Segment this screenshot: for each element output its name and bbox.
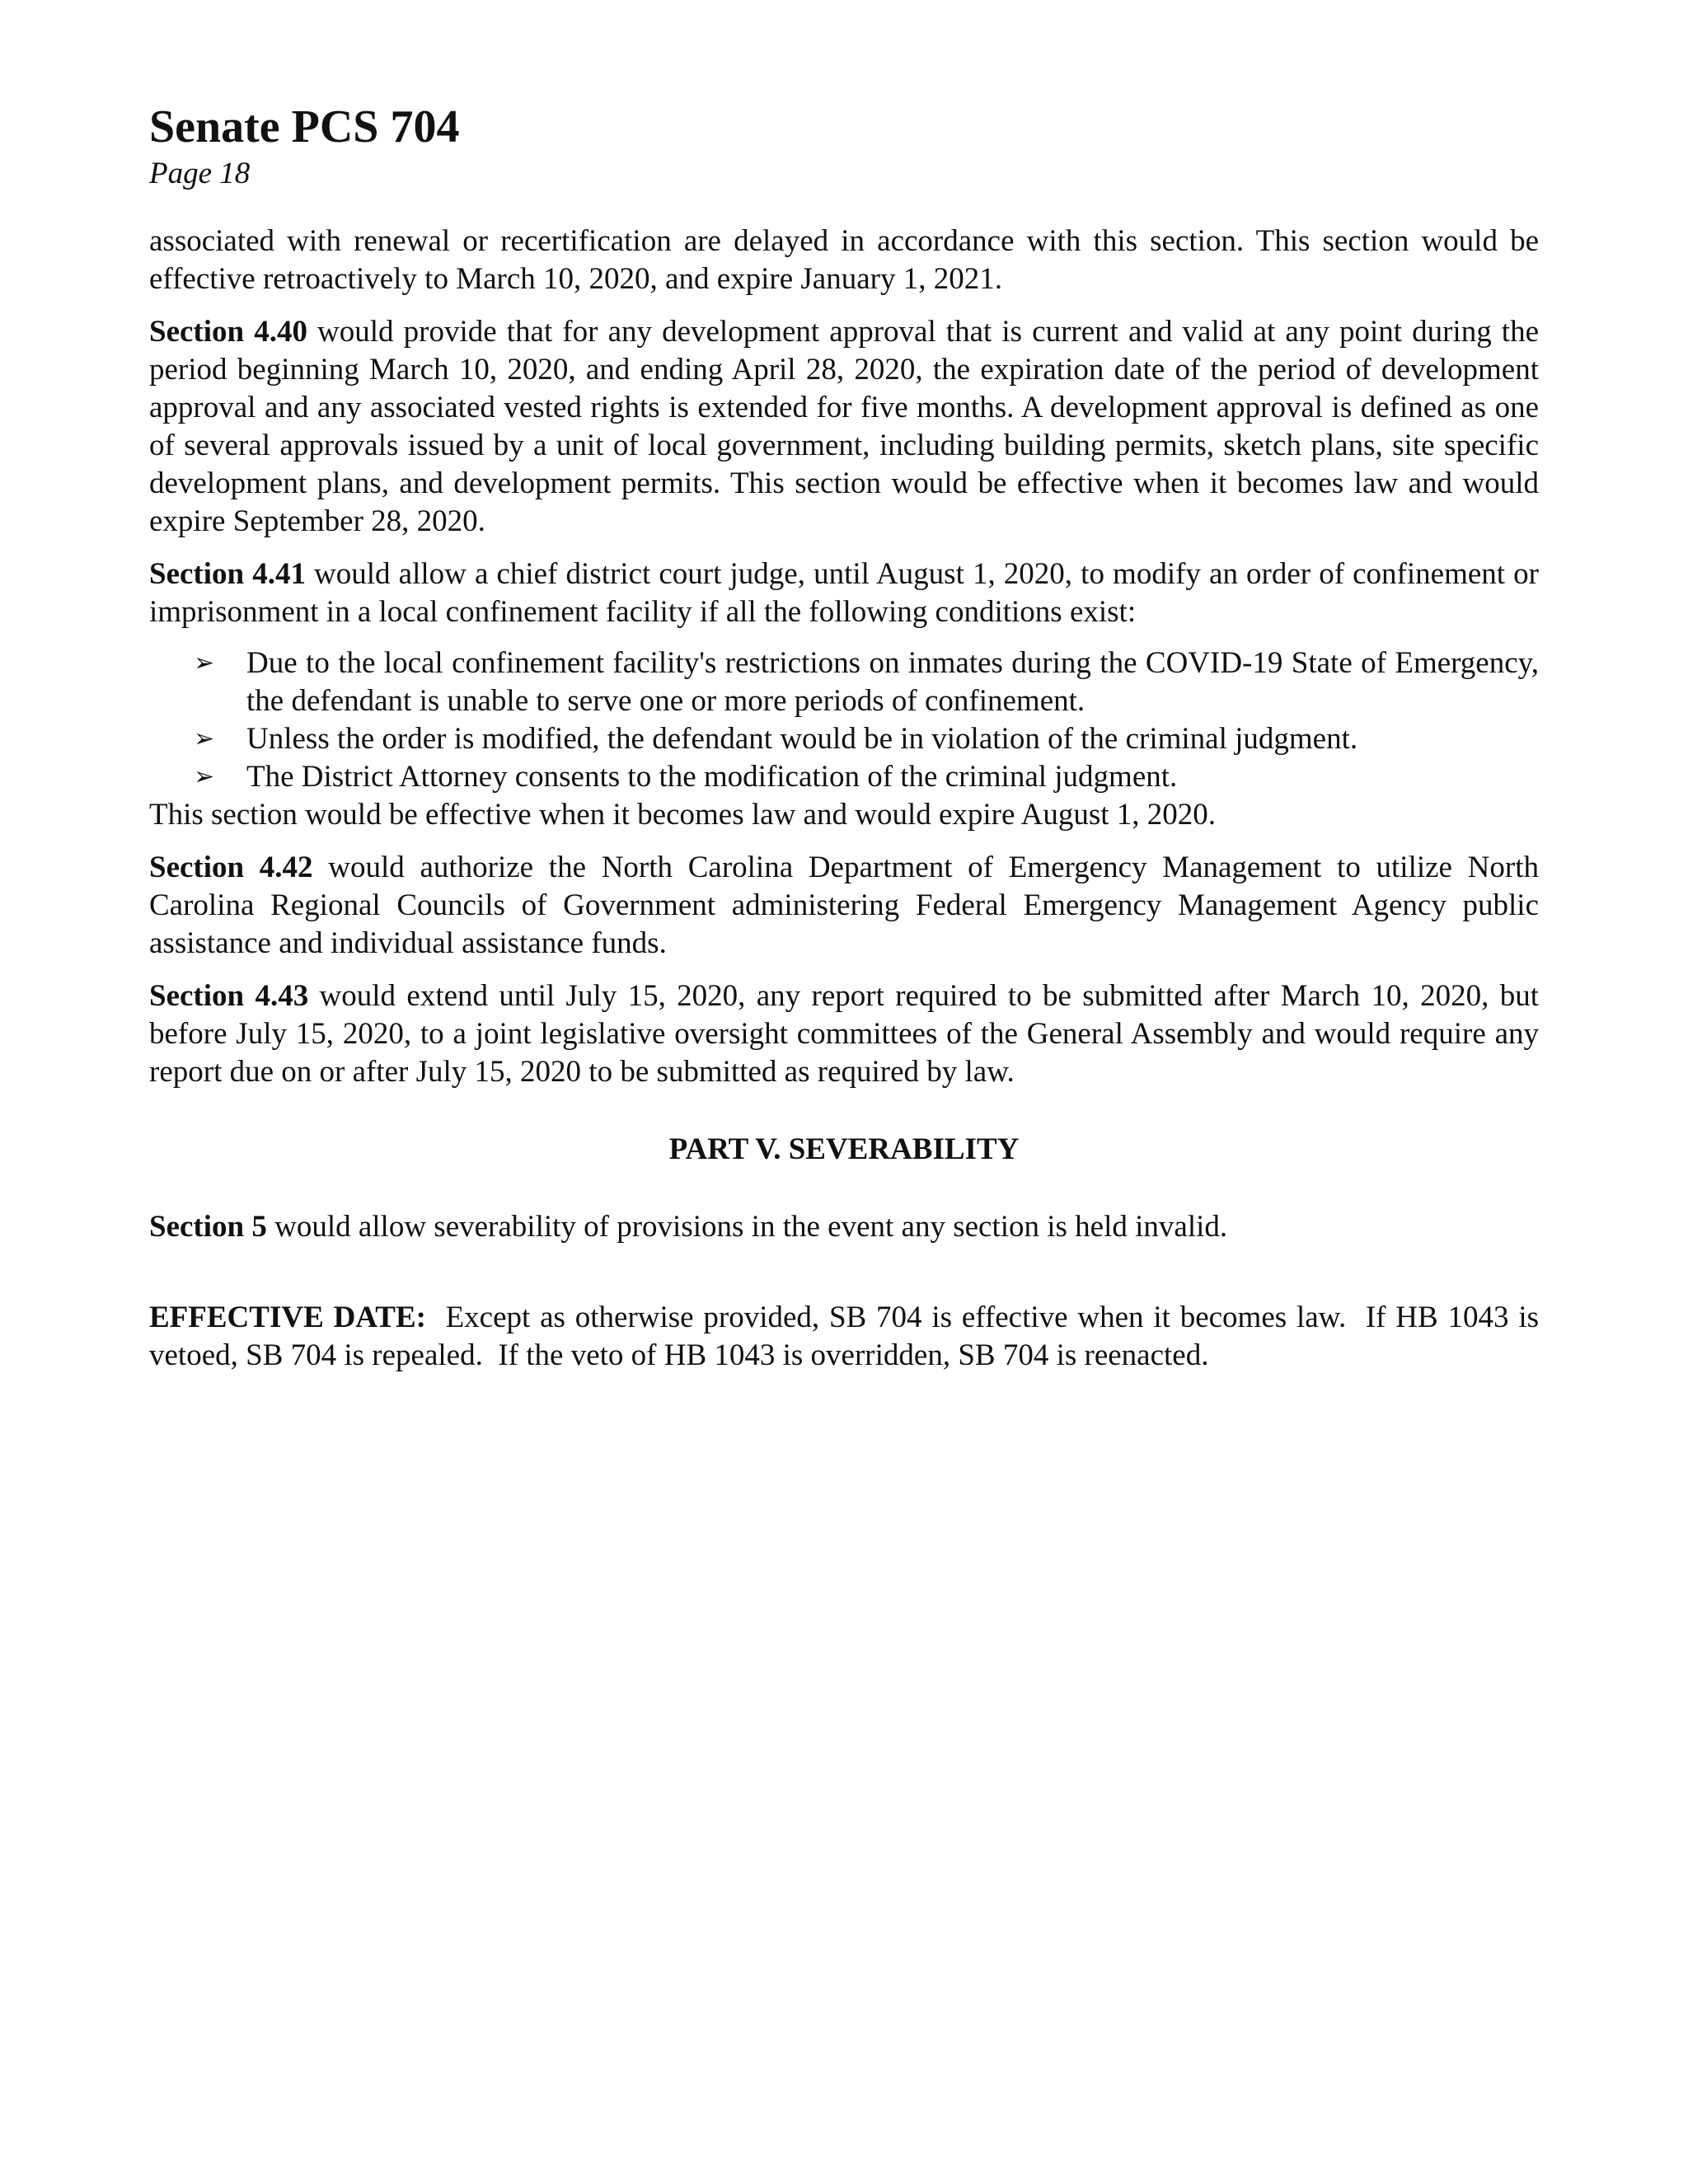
list-item — [194, 758, 1539, 796]
section-4-41-effective: This section would be effective when it becomes law and would expire August 1, 2020. — [149, 798, 1217, 832]
section-5-paragraph — [149, 1208, 1539, 1246]
effective-date-label: EFFECTIVE DATE: — [149, 1301, 426, 1334]
page-title: Senate PCS 704 — [149, 101, 460, 152]
section-4-43-paragraph — [149, 977, 1539, 1091]
list-item-text: The District Attorney consents to the modification of the criminal judgment. — [246, 760, 1178, 794]
section-text: would allow severability of provisions in the event any section is held invalid. — [266, 1210, 1228, 1244]
list-item — [194, 720, 1539, 758]
section-label: Section 4.40 — [149, 315, 307, 349]
conditions-list — [149, 644, 1539, 796]
section-label: Section 5 — [149, 1210, 267, 1244]
section-4-42-paragraph — [149, 849, 1539, 963]
list-item-text: Due to the local confinement facility's restrictions on inmates during the COVID-19 State of Emergency, the defendant is unable to serve one or more periods of confinement. — [246, 646, 1539, 718]
section-label: Section 4.43 — [149, 979, 309, 1013]
arrow-bullet-icon: ➢ — [194, 649, 215, 677]
effective-date-paragraph — [149, 1299, 1547, 1375]
page-number: Page 18 — [149, 157, 251, 190]
section-text: would allow a chief district court judge, until August 1, 2020, to modify an order of confinement or imprisonment in a local confinement facility if all the following conditions exist: — [149, 557, 1539, 629]
part-heading: PART V. SEVERABILITY — [668, 1132, 1020, 1166]
arrow-bullet-icon: ➢ — [194, 762, 215, 791]
section-text: would provide that for any development approval that is current and valid at any point during the period beginning March 10, 2020, and ending April 28, 2020, the expiration date of the period of development approval and any associated vested rights is extended for five months. A development approval is defined as one of several approvals issued by a unit of local government, including building permits, sketch plans, site specific development plans, and development permits. This section would be effective when it becomes law and would expire September 28, 2020. — [149, 315, 1539, 538]
arrow-bullet-icon: ➢ — [194, 724, 215, 753]
intro-paragraph: associated with renewal or recertification are delayed in accordance with this section. This section would be effective retroactively to March 10, 2020, and expire January 1, 2021. — [149, 224, 1539, 296]
section-label: Section 4.41 — [149, 557, 306, 591]
section-text: would extend until July 15, 2020, any report required to be submitted after March 10, 2020, but before July 15, 2020, to a joint legislative oversight committees of the General Assembly and would require any report due on or after July 15, 2020 to be submitted as required by law. — [149, 979, 1539, 1089]
section-label: Section 4.42 — [149, 851, 313, 884]
effective-date-text: Except as otherwise provided, SB 704 is effective when it becomes law. If HB 1043 is vetoed, SB 704 is repealed. If the veto of HB 1043 is overridden, SB 704 is reenacted. — [149, 1301, 1547, 1372]
document-page — [149, 99, 1547, 1390]
list-item — [194, 644, 1539, 720]
section-4-40-paragraph — [149, 313, 1539, 541]
list-item-text: Unless the order is modified, the defendant would be in violation of the criminal judgment. — [246, 722, 1358, 756]
section-text: would authorize the North Carolina Department of Emergency Management to utilize North Carolina Regional Councils of Government administering Federal Emergency Management Agency public assistance and individual assistance funds. — [149, 851, 1540, 960]
section-4-41-paragraph — [149, 555, 1539, 631]
